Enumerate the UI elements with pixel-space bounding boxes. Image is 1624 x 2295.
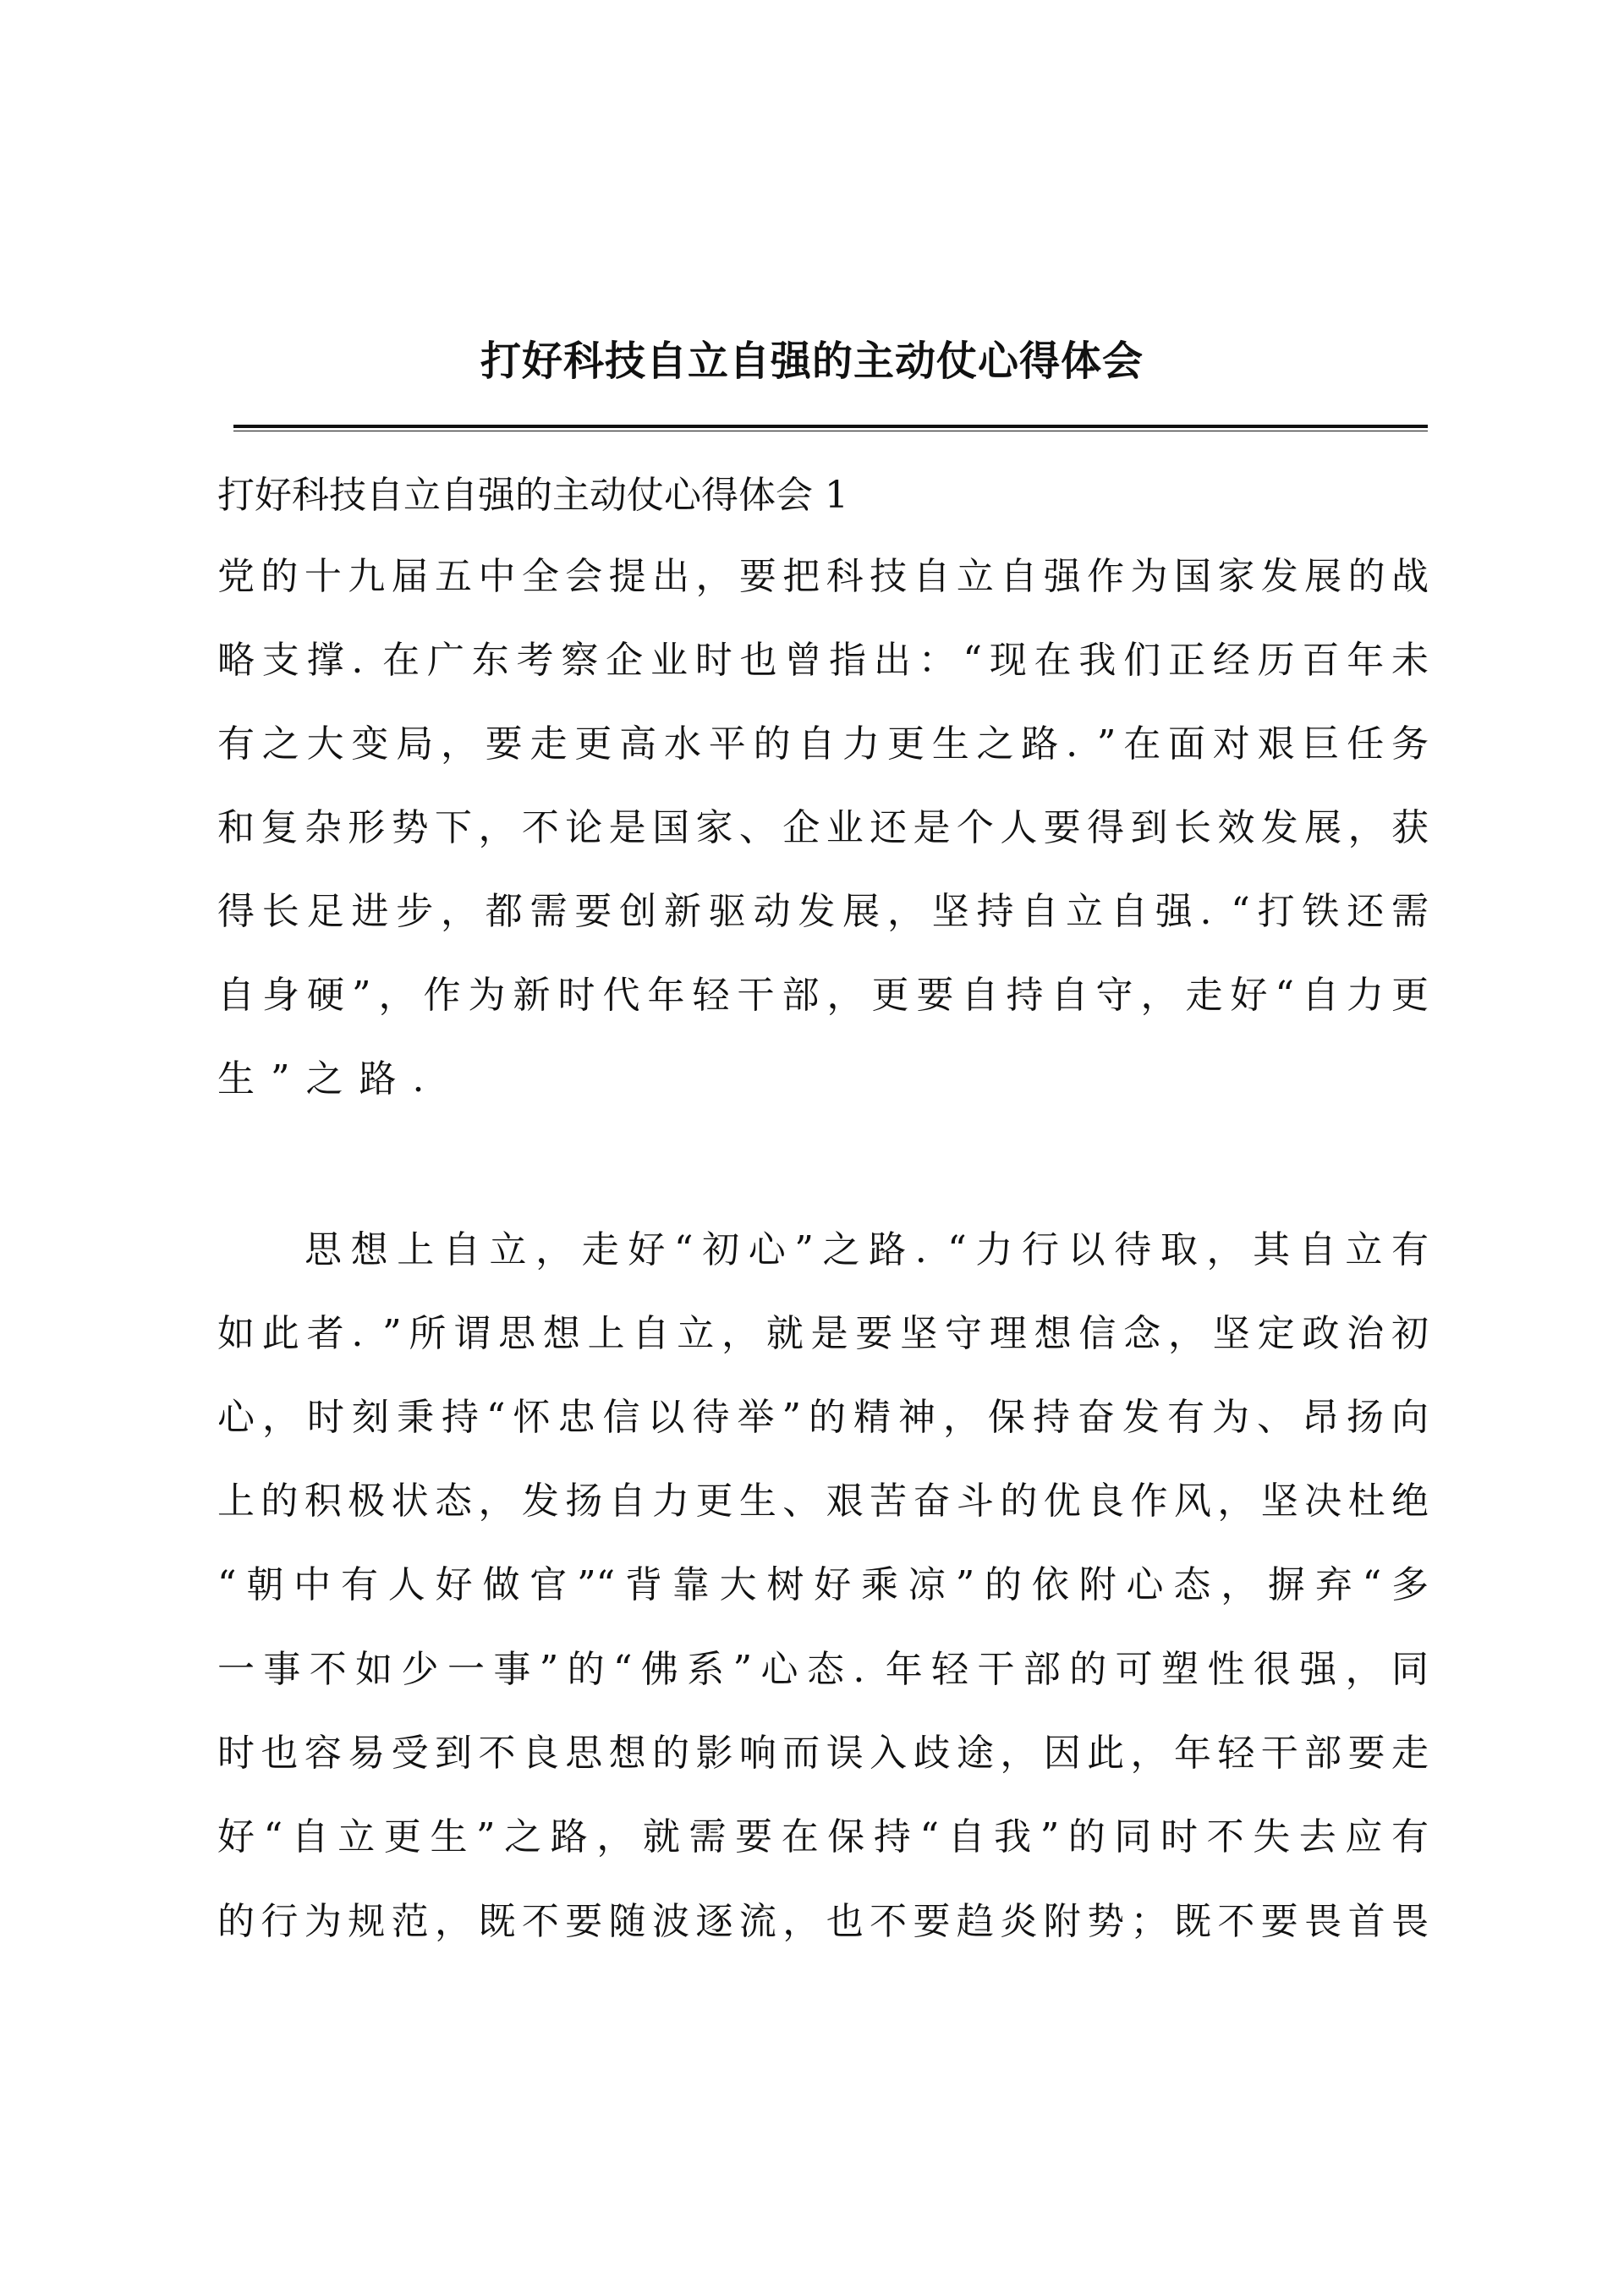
- paragraph-line: 的行为规范，既不要随波逐流，也不要趋炎附势；既不要畏首畏: [217, 1900, 1429, 1943]
- paragraph-line: 得长足进步，都需要创新驱动发展，坚持自立自强. “打铁还需: [217, 890, 1429, 933]
- paragraph-line: “朝中有人好做官”“背靠大树好乘凉”的依附心态，摒弃“多: [217, 1563, 1429, 1606]
- title-divider: [233, 425, 1428, 431]
- paragraph-line: 和复杂形势下，不论是国家、企业还是个人要得到长效发展，获: [217, 806, 1429, 849]
- paragraph-line: 上的积极状态，发扬自力更生、艰苦奋斗的优良作风，坚决杜绝: [217, 1480, 1429, 1523]
- paragraph-line: 思想上自立，走好“初心”之路. “力行以待取，其自立有: [304, 1228, 1429, 1271]
- paragraph-line: 如此者. ”所谓思想上自立，就是要坚守理想信念，坚定政治初: [217, 1312, 1429, 1355]
- paragraph-line: 心，时刻秉持“怀忠信以待举”的精神，保持奋发有为、昂扬向: [217, 1396, 1429, 1439]
- paragraph-line: 好“自立更生”之路，就需要在保持“自我”的同时不失去应有: [217, 1815, 1429, 1859]
- document-title: 打好科技自立自强的主动仗心得体会: [480, 338, 1144, 385]
- paragraph-line: 生”之路.: [217, 1057, 441, 1101]
- paragraph-line: 有之大变局，要走更高水平的自力更生之路. ”在面对艰巨任务: [217, 722, 1429, 766]
- paragraph-line: 一事不如少一事”的“佛系”心态. 年轻干部的可塑性很强，同: [217, 1648, 1429, 1691]
- paragraph-line: 党的十九届五中全会提出，要把科技自立自强作为国家发展的战: [217, 555, 1429, 598]
- paragraph-line: 时也容易受到不良思想的影响而误入歧途，因此，年轻干部要走: [217, 1732, 1429, 1775]
- section-heading: 打好科技自立自强的主动仗心得体会 1: [217, 474, 848, 517]
- paragraph-line: 自身硬”，作为新时代年轻干部，更要自持自守，走好“自力更: [217, 974, 1429, 1017]
- paragraph-line: 略支撑. 在广东考察企业时也曾指出：“现在我们正经历百年未: [217, 639, 1429, 682]
